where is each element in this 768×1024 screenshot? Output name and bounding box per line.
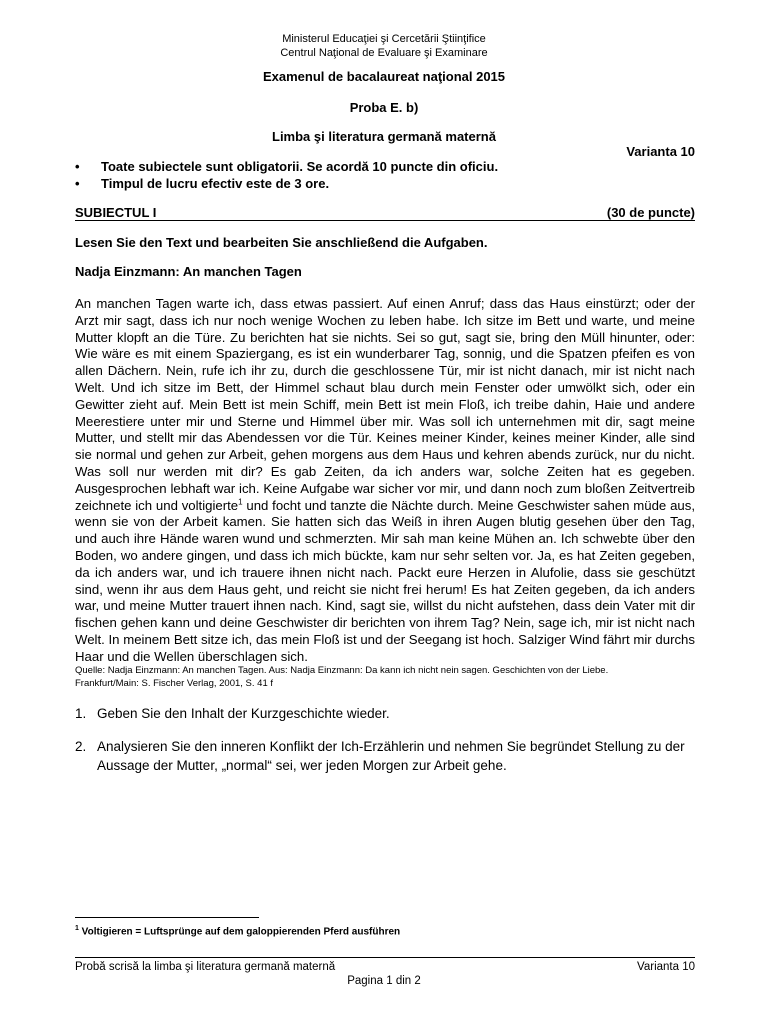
story-text	[75, 296, 695, 666]
page-header	[0, 32, 768, 60]
rule-text: Toate subiectele sunt obligatorii. Se acordă 10 puncte din oficiu.	[101, 159, 499, 174]
story-title: Nadja Einzmann: An manchen Tagen	[75, 264, 302, 279]
task-item	[75, 704, 695, 723]
center-name: Centrul Naţional de Evaluare şi Examinare	[280, 47, 488, 59]
source-line-1: Quelle: Nadja Einzmann: An manchen Tagen. Aus: Nadja Einzmann: Da kann ich nicht nein sagen. Geschichten von der Liebe.	[75, 665, 609, 676]
variant-label: Varianta 10	[626, 144, 695, 159]
task-number: 1.	[75, 706, 87, 721]
story-part-1: An manchen Tagen warte ich, dass etwas passiert. Auf einen Anruf; dass das Haus einstürzt; oder der Arzt mir sagt, dass ich nur noch wenige Wochen zu leben habe. Ich sitze im Bett und warte, und meine Mutter klopft an die Türe. Zu berichten hat sie nichts. Sei so gut, sagt sie, bring den Müll hinunter, oder: Wie wäre es mit einem Spaziergang, es ist ein wunderbarer Tag, sonnig, und die Spatzen pfeifen es von allen Dächern. Nein, rufe ich ihr zu, durch die geschlossene Tür, mir ist nicht danach, mir ist nicht nach Welt. Und ich sitze im Bett, der Himmel schaut blau durch mein Fenster oder umwölkt sich, oder ein Gewitter zieht auf. Mein Bett ist mein Schiff, mein Bett ist mein Floß, ich treibe dahin, Haie und andere Meerestiere unter mir und Sterne und Himmel über mir. Was soll ich unternehmen mit dir, sagt meine Mutter, und stellt mir das Abendessen vor die Tür. Keines meiner Kinder, keines meiner Kinder, alle sind sie normal und gehen zur Arbeit, gehen morgens aus dem Haus und kehren abends zurück, nur du nicht. Was soll nur werden mit dir? Es gab Zeiten, da ich anders war, solche Zeiten hat es gegeben. Ausgesprochen lebhaft war ich. Keine Aufgabe war sicher vor mir, und dann noch zum bloßen Zeitvertreib zeichnete ich und voltigierte	[75, 296, 695, 513]
exam-title: Examenul de bacalaureat naţional 2015	[262, 69, 506, 84]
ministry-name: Ministerul Educaţiei şi Cercetării Ştiinţifice	[282, 33, 486, 45]
task-item	[75, 737, 695, 775]
footnote-reference: 1	[238, 497, 243, 507]
source-citation	[75, 664, 695, 690]
bullet-icon: •	[75, 159, 80, 174]
task-number: 2.	[75, 739, 87, 754]
footnote	[75, 925, 400, 937]
section-label: SUBIECTUL I	[75, 205, 157, 220]
source-line-2: Frankfurt/Main: S. Fischer Verlag, 2001, S. 41 f	[75, 678, 274, 689]
footer-variant: Varianta 10	[637, 961, 695, 973]
bullet-icon: •	[75, 176, 80, 191]
story-part-2: und focht und tanzte die Nächte durch. Meine Geschwister sahen müde aus, wenn sie von der Arbeit kamen. Sie hatten sich das Weiß in ihren Augen blutig gesehen über den Tag, und auch ihre Hände waren wund und schmerzten. Mir sah man keine Mühen an. Ich schwebte über den Boden, wo andere gingen, und dass ich mich bückte, kam nur sehr selten vor. Ja, es hat Zeiten gegeben, da ich anders war, und ich trauere ihnen nicht nach. Packt eure Herzen in Alufolie, dass sie geschützt sind, wenn ihr aus dem Haus geht, und reicht sie nicht frei herum! Es hat Zeiten gegeben, da ich anders war, und meine Mutter trauert ihnen nach. Kind, sagt sie, willst du nicht aufstehen, dass dein Vater mit dir fischen gehen kann und deine Geschwister dir berichten von ihrem Tag? Nein, sage ich, mir ist nicht nach Welt. In meinem Bett sitze ich, das mein Floß ist und der Seegang ist hoch. Salziger Wind fährt mir durchs Haar und die Wellen überschlagen sich.	[75, 497, 695, 664]
task-text: Analysieren Sie den inneren Konflikt der Ich-Erzählerin und nehmen Sie begründet Stellung zu der Aussage der Mutter, „normal“ sei, wer jeden Morgen zur Arbeit gehe.	[97, 739, 685, 773]
instruction: Lesen Sie den Text und bearbeiten Sie anschließend die Aufgaben.	[75, 235, 488, 250]
page-number: Pagina 1 din 2	[347, 975, 421, 987]
footnote-mark: 1	[75, 925, 79, 932]
footnote-text: Voltigieren = Luftsprünge auf dem galoppierenden Pferd ausführen	[78, 926, 401, 938]
section-points: (30 de puncte)	[606, 205, 695, 220]
footer-divider	[75, 957, 695, 958]
task-list	[75, 704, 695, 789]
rule-item	[75, 175, 695, 192]
footer-exam-name: Probă scrisă la limba şi literatura germană maternă	[75, 961, 336, 973]
rule-text: Timpul de lucru efectiv este de 3 ore.	[101, 176, 330, 191]
rules-list	[75, 158, 695, 192]
proba-label: Proba E. b)	[349, 100, 419, 115]
rule-item	[75, 158, 695, 175]
subject-title: Limba şi literatura germană maternă	[272, 129, 496, 144]
section-heading	[75, 205, 695, 221]
task-text: Geben Sie den Inhalt der Kurzgeschichte wieder.	[97, 706, 390, 721]
footnote-divider	[75, 917, 259, 918]
